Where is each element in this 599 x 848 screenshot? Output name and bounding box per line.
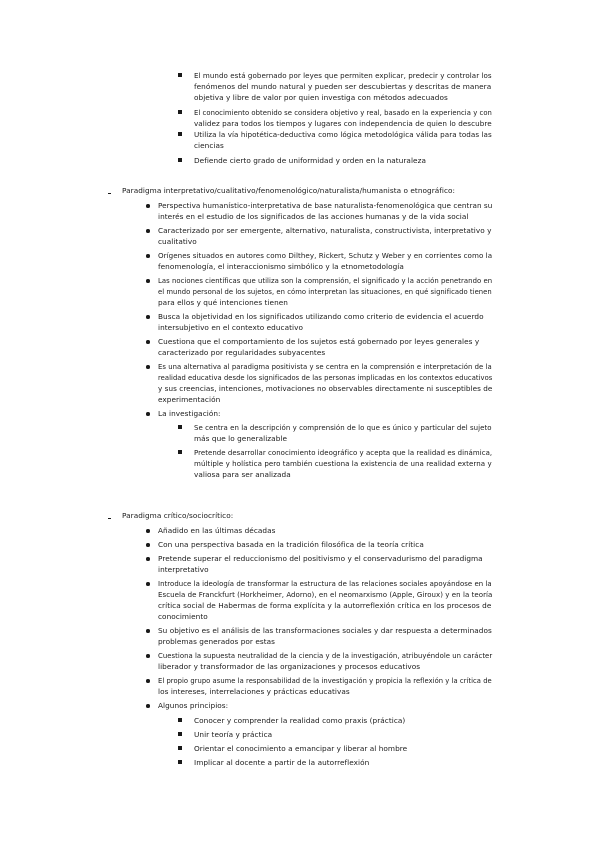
text-line: conocimiento <box>158 612 208 621</box>
section-heading: Paradigma interpretativo/cualitativo/fenomenológico/naturalista/humanista o etnográfico: <box>122 186 456 195</box>
round-bullet-icon <box>146 279 150 283</box>
text-line: Conocer y comprender la realidad como praxis (práctica) <box>194 716 406 725</box>
dash-bullet-icon <box>108 518 111 519</box>
text-line: Las nociones científicas que utiliza son la comprensión, el significado y la acción penetrando en <box>158 276 493 285</box>
text-line: fenomenología, el interaccionismo simbólico y la etnometodología <box>158 262 404 271</box>
text-line: múltiple y holística pero también cuestiona la existencia de una realidad externa y <box>194 459 492 468</box>
text-line: Orientar el conocimiento a emancipar y liberar al hombre <box>194 744 408 753</box>
round-bullet-icon <box>146 543 150 547</box>
round-bullet-icon <box>146 557 150 561</box>
dash-bullet-icon <box>108 193 111 194</box>
square-bullet-icon <box>178 132 182 136</box>
text-line: realidad educativa desde los significados de las personas implicadas en los contextos educativos <box>158 373 493 382</box>
text-line: La investigación: <box>158 409 221 418</box>
text-line: Busca la objetividad en los significados utilizando como criterio de evidencia el acuerdo <box>158 312 484 321</box>
text-line: Su objetivo es el análisis de las transformaciones sociales y dar respuesta a determinados <box>158 626 492 635</box>
square-bullet-icon <box>178 746 182 750</box>
text-line: problemas generados por estas <box>158 637 275 646</box>
round-bullet-icon <box>146 340 150 344</box>
text-line: validez para todos los tiempos y lugares con independencia de quien lo descubre <box>194 119 492 128</box>
text-line: Añadido en las últimas décadas <box>158 526 276 535</box>
round-bullet-icon <box>146 412 150 416</box>
text-line: El propio grupo asume la responsabilidad de la investigación y propicia la reflexión y la crítica de <box>158 676 492 685</box>
round-bullet-icon <box>146 204 150 208</box>
round-bullet-icon <box>146 254 150 258</box>
text-line: Es una alternativa al paradigma positivista y se centra en la comprensión e interpretación de la <box>158 362 492 371</box>
text-line: intersubjetivo en el contexto educativo <box>158 323 303 332</box>
text-line: Pretende superar el reduccionismo del positivismo y el conservadurismo del paradigma <box>158 554 483 563</box>
text-line: y sus creencias, intenciones, motivaciones no observables directamente ni susceptibles de <box>158 384 493 393</box>
text-line: Orígenes situados en autores como Dilthey, Rickert, Schutz y Weber y en corrientes como la <box>158 251 493 260</box>
square-bullet-icon <box>178 158 182 162</box>
square-bullet-icon <box>178 110 182 114</box>
text-line: cualitativo <box>158 237 197 246</box>
text-line: Cuestiona la supuesta neutralidad de la ciencia y de la investigación, atribuyéndole un carácter <box>158 651 493 660</box>
text-line: Implicar al docente a partir de la autorreflexión <box>194 758 370 767</box>
round-bullet-icon <box>146 365 150 369</box>
round-bullet-icon <box>146 229 150 233</box>
text-line: liberador y transformador de las organizaciones y procesos educativos <box>158 662 421 671</box>
round-bullet-icon <box>146 654 150 658</box>
text-line: experimentación <box>158 395 221 404</box>
text-line: Perspectiva humanístico-interpretativa de base naturalista-fenomenológica que centran su <box>158 201 493 210</box>
text-line: más que lo generalizable <box>194 434 287 443</box>
text-line: para ellos y qué intenciones tienen <box>158 298 288 307</box>
text-line: fenómenos del mundo natural y pueden ser descubiertas y descritas de manera <box>194 82 492 91</box>
text-line: Unir teoría y práctica <box>194 730 273 739</box>
text-line: El conocimiento obtenido se considera objetivo y real, basado en la experiencia y con <box>194 108 492 117</box>
text-line: los intereses, interrelaciones y prácticas educativas <box>158 687 350 696</box>
round-bullet-icon <box>146 529 150 533</box>
text-line: Con una perspectiva basada en la tradición filosófica de la teoría crítica <box>158 540 424 549</box>
text-line: caracterizado por regularidades subyacentes <box>158 348 326 357</box>
text-line: El mundo está gobernado por leyes que permiten explicar, predecir y controlar los <box>194 71 492 80</box>
text-line: Pretende desarrollar conocimiento ideográfico y acepta que la realidad es dinámica, <box>194 448 493 457</box>
round-bullet-icon <box>146 582 150 586</box>
text-line: objetiva y libre de valor por quien investiga con métodos adecuados <box>194 93 448 102</box>
square-bullet-icon <box>178 73 182 77</box>
square-bullet-icon <box>178 425 182 429</box>
text-line: Defiende cierto grado de uniformidad y orden en la naturaleza <box>194 156 426 165</box>
square-bullet-icon <box>178 450 182 454</box>
text-line: el mundo personal de los sujetos, en cómo interpretan las situaciones, en qué significado tienen <box>158 287 492 296</box>
text-line: ciencias <box>194 141 224 150</box>
text-line: crítica social de Habermas de forma explícita y la autorreflexión crítica en los procesos de <box>158 601 492 610</box>
round-bullet-icon <box>146 629 150 633</box>
round-bullet-icon <box>146 679 150 683</box>
text-line: Caracterizado por ser emergente, alternativo, naturalista, constructivista, interpretativo y <box>158 226 492 235</box>
text-line: Algunos principios: <box>158 701 229 710</box>
text-line: Escuela de Franckfurt (Horkheimer, Adorno), en el neomarxismo (Apple, Giroux) y en la teoría <box>158 590 493 599</box>
text-line: Utiliza la vía hipotética-deductiva como lógica metodológica válida para todas las <box>194 130 492 139</box>
text-line: interés en el estudio de los significados de las acciones humanas y de la vida social <box>158 212 469 221</box>
text-line: Se centra en la descripción y comprensión de lo que es único y particular del sujeto <box>194 423 492 432</box>
square-bullet-icon <box>178 760 182 764</box>
text-line: interpretativo <box>158 565 209 574</box>
text-line: Introduce la ideología de transformar la estructura de las relaciones sociales apoyándose en la <box>158 579 492 588</box>
text-line: valiosa para ser analizada <box>194 470 291 479</box>
text-line: Cuestiona que el comportamiento de los sujetos está gobernado por leyes generales y <box>158 337 480 346</box>
section-heading: Paradigma crítico/sociocrítico: <box>122 511 234 520</box>
round-bullet-icon <box>146 315 150 319</box>
square-bullet-icon <box>178 718 182 722</box>
square-bullet-icon <box>178 732 182 736</box>
round-bullet-icon <box>146 704 150 708</box>
